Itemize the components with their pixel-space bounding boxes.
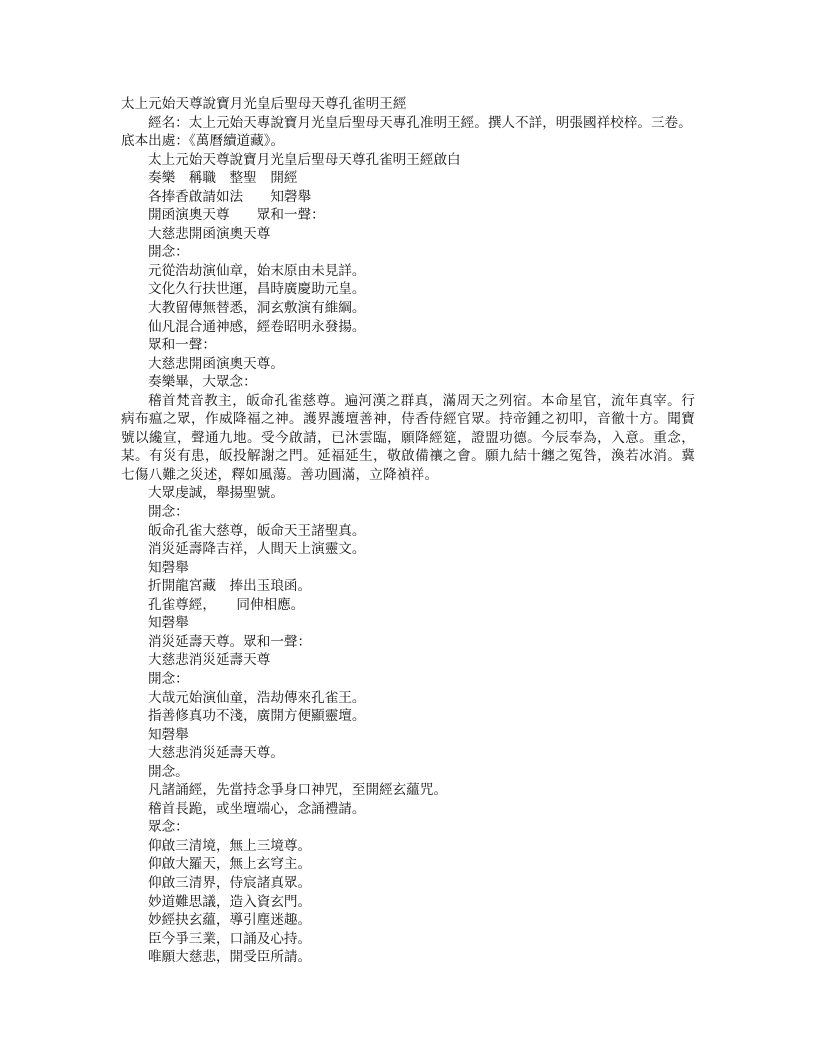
text-line: 奏樂畢，大眾念： bbox=[148, 374, 257, 391]
text-line: 知磬舉 bbox=[148, 615, 189, 632]
text-line: 太上元始天尊說寶月光皇后聖母天尊孔雀明王經啟白 bbox=[148, 151, 461, 168]
text-line: 孔雀尊經， 同伸相應。 bbox=[148, 596, 305, 613]
text-line: 眾和一聲： bbox=[148, 337, 216, 354]
text-line: 大慈悲消災延壽天尊。 bbox=[148, 745, 284, 762]
text-line: 指善修真功不淺，廣開方便顯靈壇。 bbox=[148, 708, 366, 725]
text-line: 皈命孔雀大慈尊，皈命天王諸聖真。 bbox=[148, 522, 366, 539]
document-page bbox=[121, 95, 695, 967]
text-line: 臣今爭三業，口誦及心持。 bbox=[148, 930, 312, 947]
text-line: 仙凡混合通神感，經卷昭明永發揚。 bbox=[148, 318, 366, 335]
text-line: 妙經抉玄蘊，導引塵迷趣。 bbox=[148, 912, 312, 929]
text-line: 奏樂 稱職 整聖 開經 bbox=[148, 170, 298, 187]
text-line: 仰啟三清境，無上三境尊。 bbox=[148, 837, 312, 854]
text-line: 元從浩劫演仙章，始末原由未見詳。 bbox=[148, 262, 366, 279]
text-line: 知磬舉 bbox=[148, 726, 189, 743]
text-line: 開念。 bbox=[148, 763, 189, 780]
text-line: 大眾虔誠，舉揚聖號。 bbox=[148, 485, 284, 502]
text-line: 開念： bbox=[148, 504, 189, 521]
text-line: 開念： bbox=[148, 244, 189, 261]
source-line: 底本出處：《萬曆續道藏》。 bbox=[121, 133, 285, 150]
text-line: 稽首長跪，或坐壇端心，念誦禮請。 bbox=[148, 800, 366, 817]
text-line: 文化久行扶世運，昌時廣慶助元皇。 bbox=[148, 281, 366, 298]
text-line: 眾念： bbox=[148, 819, 189, 836]
text-line: 仰啟大羅天，無上玄穹主。 bbox=[148, 856, 312, 873]
text-line: 消災延壽天尊。眾和一聲： bbox=[148, 633, 312, 650]
text-line: 折開龍宮藏 捧出玉琅函。 bbox=[148, 578, 312, 595]
text-line: 開念： bbox=[148, 670, 189, 687]
text-line: 大慈悲開函演奧天尊。 bbox=[148, 355, 284, 372]
text-line: 知磬舉 bbox=[148, 559, 189, 576]
text-line: 開函演奧天尊 眾和一聲： bbox=[148, 207, 325, 224]
text-line: 大教留傳無替悉，洞玄敷演有維綱。 bbox=[148, 300, 366, 317]
text-line: 唯願大慈悲，開受臣所請。 bbox=[148, 949, 312, 966]
meta-line: 經名：太上元始天專說寶月光皇后聖母天專孔准明王經。撰人不詳，明張國祥校梓。三卷。 bbox=[148, 114, 692, 131]
invocation-paragraph: 稽首梵音教主，皈命孔雀慈尊。遍河漢之群真，滿周天之列宿。本命星官，流年真宰。行病布瘟之眾，作威降福之神。護界護壇善神，侍香侍經官眾。持帝鍾之初叩，音徹十方。聞寶號以纔宣，聲通九地。受今啟請，已沐雲臨，願降經筵，證盟功德。今辰奉為，入意。重念，某。有災有患，皈投解謝之門。延福延生，敬啟備禳之會。願九結十纏之冤咎，渙若冰消。冀七傷八難之災述，釋如風蕩。善功圓滿，立降禎祥。 bbox=[121, 392, 695, 483]
text-line: 消災延壽降吉祥，人間天上演靈文。 bbox=[148, 541, 366, 558]
text-line: 仰啟三清界，侍宸諸真眾。 bbox=[148, 874, 312, 891]
text-line: 各捧香啟請如法 知磬舉 bbox=[148, 188, 312, 205]
text-line: 大慈悲開函演奧天尊 bbox=[148, 225, 271, 242]
text-line: 大慈悲消災延壽天尊 bbox=[148, 652, 271, 669]
text-line: 凡諸誦經，先當持念爭身口神咒，至開經玄蘊咒。 bbox=[148, 782, 448, 799]
document-title: 太上元始天尊說寶月光皇后聖母天尊孔雀明王經 bbox=[121, 96, 407, 112]
text-line: 妙道難思議，造入資玄門。 bbox=[148, 893, 312, 910]
text-line: 大哉元始演仙童，浩劫傳來孔雀王。 bbox=[148, 689, 366, 706]
